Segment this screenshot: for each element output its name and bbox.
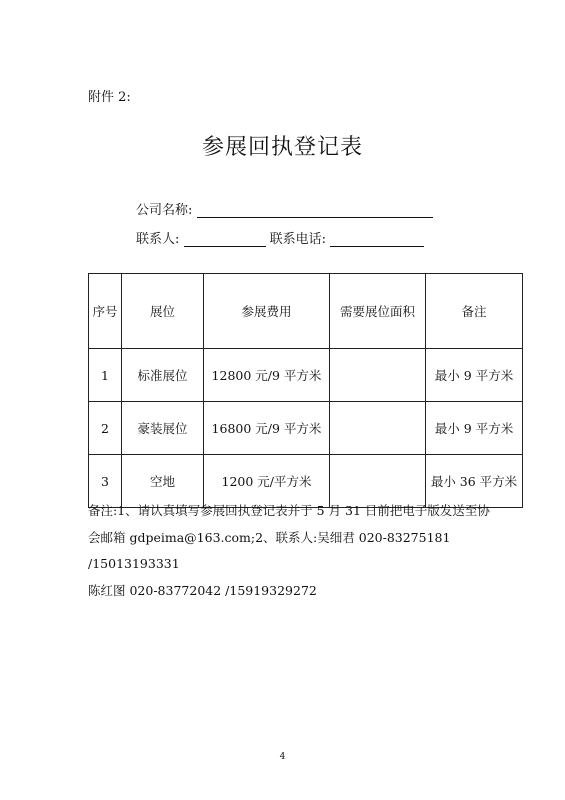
cell-area-input[interactable] — [330, 402, 426, 455]
notes-line: 陈红图 020-83772042 /15919329272 — [88, 582, 317, 598]
contact-person-label: 联系人: — [136, 232, 180, 247]
notes-line: 会邮箱 gdpeima@163.com;2、联系人:吴细君 020-83275181 /15013193331 — [88, 529, 451, 571]
registration-table — [88, 273, 523, 508]
cell-index: 2 — [89, 402, 122, 455]
cell-fee: 12800 元/9 平方米 — [204, 349, 330, 402]
cell-booth: 空地 — [122, 455, 204, 508]
table-row — [89, 349, 523, 402]
cell-booth: 标准展位 — [122, 349, 204, 402]
contact-row — [136, 228, 424, 247]
attachment-label: 附件 2: — [88, 90, 131, 105]
company-name-field[interactable] — [197, 203, 433, 218]
cell-remarks: 最小 9 平方米 — [426, 349, 523, 402]
header-booth: 展位 — [122, 274, 204, 349]
form-title: 参展回执登记表 — [201, 135, 363, 160]
cell-fee: 16800 元/9 平方米 — [204, 402, 330, 455]
header-remarks: 备注 — [426, 274, 523, 349]
notes-line: 备注:1、请认真填写参展回执登记表并于 5 月 31 日前把电子版发送至协 — [88, 503, 490, 518]
cell-fee: 1200 元/平方米 — [204, 455, 330, 508]
company-name-label: 公司名称: — [136, 203, 193, 218]
page-number: 4 — [279, 752, 286, 762]
header-fee: 参展费用 — [204, 274, 330, 349]
table-header-row — [89, 274, 523, 349]
contact-phone-label: 联系电话: — [269, 232, 327, 247]
cell-remarks: 最小 36 平方米 — [426, 455, 523, 508]
cell-index: 3 — [89, 455, 122, 508]
contact-phone-field[interactable] — [330, 232, 424, 247]
company-name-row — [136, 199, 433, 218]
contact-person-field[interactable] — [184, 232, 266, 247]
cell-index: 1 — [89, 349, 122, 402]
cell-remarks: 最小 9 平方米 — [426, 402, 523, 455]
cell-area-input[interactable] — [330, 349, 426, 402]
header-index: 序号 — [89, 274, 122, 349]
table-row — [89, 402, 523, 455]
cell-booth: 豪装展位 — [122, 402, 204, 455]
notes-block — [88, 498, 528, 604]
header-area: 需要展位面积 — [330, 274, 426, 349]
